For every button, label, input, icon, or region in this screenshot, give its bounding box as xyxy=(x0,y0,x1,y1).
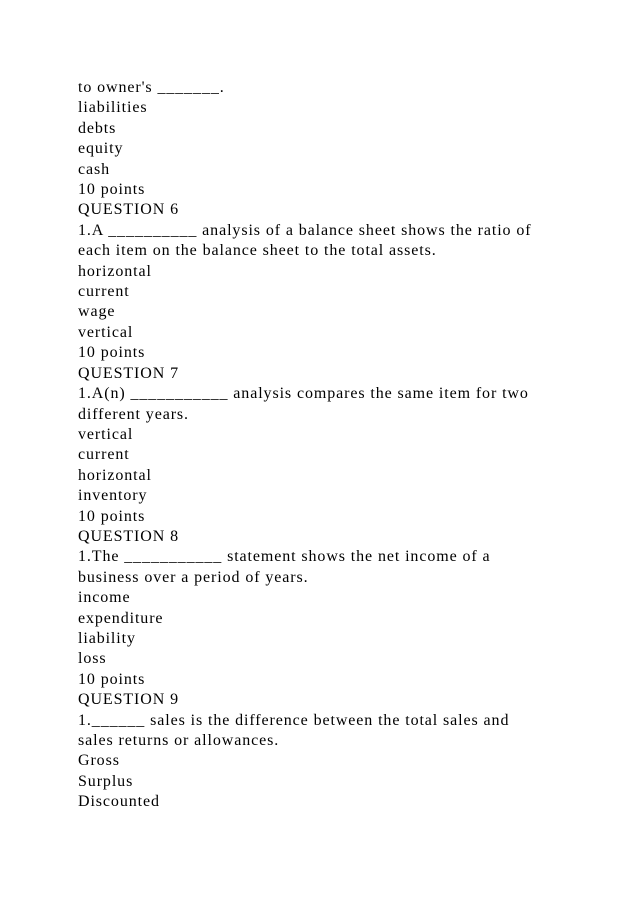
option-inventory: inventory xyxy=(78,487,148,505)
question-6-text-line-2: each item on the balance sheet to the total assets. xyxy=(78,242,437,260)
option-income: income xyxy=(78,589,131,607)
points-label: 10 points xyxy=(78,344,146,362)
option-loss: loss xyxy=(78,650,107,668)
question-9-text-line-1: 1.______ sales is the difference between the total sales and xyxy=(78,711,510,729)
option-horizontal: horizontal xyxy=(78,466,152,484)
points-label: 10 points xyxy=(78,670,146,688)
option-debts: debts xyxy=(78,119,117,137)
answer-prompt-continuation: to owner's _______. xyxy=(78,79,225,96)
question-6-heading: QUESTION 6 xyxy=(78,201,179,219)
option-current: current xyxy=(78,283,130,301)
question-8-heading: QUESTION 8 xyxy=(78,527,179,545)
option-gross: Gross xyxy=(78,752,120,770)
option-vertical: vertical xyxy=(78,425,134,443)
option-discounted: Discounted xyxy=(78,793,160,811)
question-8-text-line-1: 1.The ___________ statement shows the net income of a xyxy=(78,548,491,566)
question-8-text-line-2: business over a period of years. xyxy=(78,568,309,586)
question-7-heading: QUESTION 7 xyxy=(78,364,179,382)
option-equity: equity xyxy=(78,140,124,158)
option-horizontal: horizontal xyxy=(78,262,152,280)
option-surplus: Surplus xyxy=(78,772,134,790)
question-6-text-line-1: 1.A __________ analysis of a balance sheet shows the ratio of xyxy=(78,221,532,239)
question-9-text-line-2: sales returns or allowances. xyxy=(78,732,280,749)
question-7-text-line-2: different years. xyxy=(78,405,189,423)
option-cash: cash xyxy=(78,160,111,178)
option-current: current xyxy=(78,446,130,464)
option-wage: wage xyxy=(78,303,116,321)
document-body xyxy=(78,78,618,813)
question-9-heading: QUESTION 9 xyxy=(78,691,179,709)
points-label: 10 points xyxy=(78,507,146,525)
question-7-text-line-1: 1.A(n) ___________ analysis compares the same item for two xyxy=(78,385,529,403)
option-expenditure: expenditure xyxy=(78,609,164,627)
option-liabilities: liabilities xyxy=(78,99,148,117)
option-liability: liability xyxy=(78,629,136,647)
points-label: 10 points xyxy=(78,181,146,199)
option-vertical: vertical xyxy=(78,323,134,341)
